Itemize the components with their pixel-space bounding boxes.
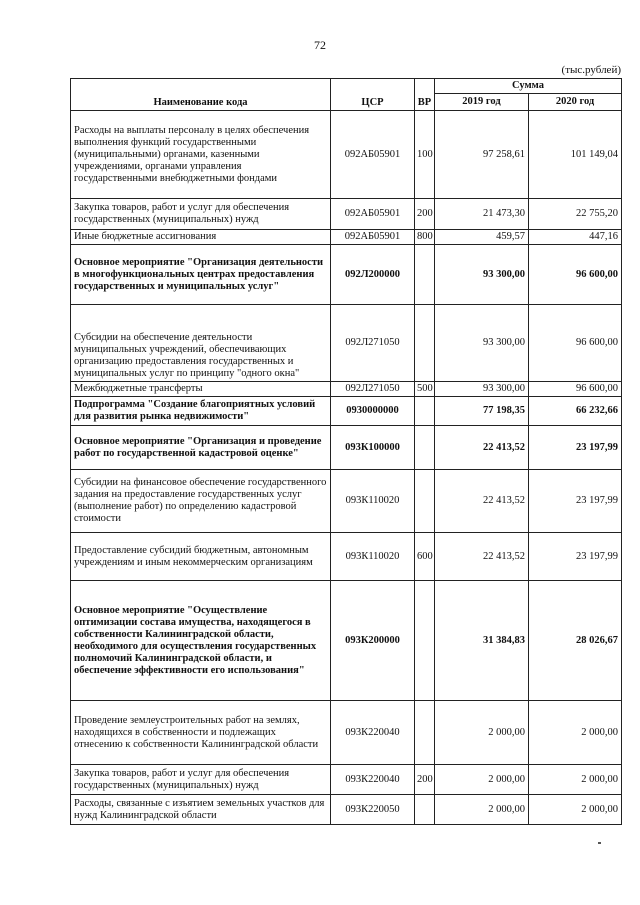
row-name: Закупка товаров, работ и услуг для обеспечения государственных (муниципальных) нужд	[71, 199, 331, 230]
row-vr	[415, 470, 435, 533]
row-csr: 092Л271050	[331, 305, 415, 382]
row-vr	[415, 245, 435, 305]
row-2019: 93 300,00	[435, 305, 529, 382]
row-csr: 0930000000	[331, 397, 415, 426]
table-row	[71, 470, 622, 533]
row-name: Расходы на выплаты персоналу в целях обеспечения выполнения функций государственными (муниципальными) органами, казенными учреждениями, органами управления государственными внебюджетными фондами	[71, 111, 331, 199]
row-vr: 500	[415, 382, 435, 397]
row-name: Основное мероприятие "Организация и проведение работ по государственной кадастровой оценке"	[71, 426, 331, 470]
header-sum: Сумма	[435, 79, 622, 94]
row-2020: 2 000,00	[529, 795, 622, 825]
row-2020: 66 232,66	[529, 397, 622, 426]
row-2020: 28 026,67	[529, 581, 622, 701]
table-row	[71, 765, 622, 795]
row-csr: 092АБ05901	[331, 111, 415, 199]
row-vr: 100	[415, 111, 435, 199]
table-row	[71, 533, 622, 581]
row-2019: 77 198,35	[435, 397, 529, 426]
row-vr	[415, 305, 435, 382]
header-csr: ЦСР	[331, 79, 415, 111]
row-vr: 800	[415, 230, 435, 245]
header-year-2019: 2019 год	[435, 94, 529, 111]
row-2019: 2 000,00	[435, 795, 529, 825]
row-vr: 200	[415, 199, 435, 230]
table-row	[71, 245, 622, 305]
page-number: 72	[314, 38, 326, 52]
row-vr	[415, 426, 435, 470]
row-2020: 2 000,00	[529, 701, 622, 765]
row-2020: 23 197,99	[529, 426, 622, 470]
units-label: (тыс.рублей)	[561, 64, 621, 76]
table-row	[71, 397, 622, 426]
header-vr: ВР	[415, 79, 435, 111]
row-2020: 447,16	[529, 230, 622, 245]
row-csr: 093К110020	[331, 533, 415, 581]
table-row	[71, 305, 622, 382]
table-row	[71, 581, 622, 701]
row-2020: 96 600,00	[529, 305, 622, 382]
row-2019: 21 473,30	[435, 199, 529, 230]
table-row	[71, 111, 622, 199]
row-2020: 96 600,00	[529, 245, 622, 305]
row-csr: 093К220050	[331, 795, 415, 825]
row-2020: 23 197,99	[529, 470, 622, 533]
row-name: Субсидии на обеспечение деятельности муниципальных учреждений, обеспечивающих организацию предоставления государственных и муниципальных услуг по принципу "одного окна"	[71, 305, 331, 382]
table-row	[71, 701, 622, 765]
table-row	[71, 199, 622, 230]
row-name: Субсидии на финансовое обеспечение государственного задания на предоставление государственных услуг (выполнение работ) по определению кадастровой стоимости	[71, 470, 331, 533]
row-2019: 22 413,52	[435, 533, 529, 581]
row-2020: 2 000,00	[529, 765, 622, 795]
row-2019: 22 413,52	[435, 426, 529, 470]
row-csr: 092Л200000	[331, 245, 415, 305]
row-name: Проведение землеустроительных работ на землях, находящихся в собственности и подлежащих отнесению к собственности Калининградской области	[71, 701, 331, 765]
header-name: Наименование кода	[71, 79, 331, 111]
row-vr	[415, 397, 435, 426]
row-2019: 22 413,52	[435, 470, 529, 533]
scan-speck	[598, 842, 601, 844]
row-csr: 093К110020	[331, 470, 415, 533]
row-2019: 93 300,00	[435, 245, 529, 305]
row-2020: 23 197,99	[529, 533, 622, 581]
row-name: Закупка товаров, работ и услуг для обеспечения государственных (муниципальных) нужд	[71, 765, 331, 795]
row-vr	[415, 581, 435, 701]
row-2019: 93 300,00	[435, 382, 529, 397]
row-csr: 093К100000	[331, 426, 415, 470]
budget-table	[70, 78, 622, 825]
row-2020: 96 600,00	[529, 382, 622, 397]
row-2019: 97 258,61	[435, 111, 529, 199]
table-row	[71, 230, 622, 245]
row-vr: 600	[415, 533, 435, 581]
row-name: Иные бюджетные ассигнования	[71, 230, 331, 245]
row-csr: 093К200000	[331, 581, 415, 701]
row-name: Межбюджетные трансферты	[71, 382, 331, 397]
header-year-2020: 2020 год	[529, 94, 622, 111]
row-2020: 101 149,04	[529, 111, 622, 199]
row-name: Основное мероприятие "Осуществление оптимизации состава имущества, находящегося в собственности Калининградской области, необходимого для осуществления государственных полномочий Калининградской области, и обеспечение эффективности его использования"	[71, 581, 331, 701]
row-name: Основное мероприятие "Организация деятельности в многофункциональных центрах предоставления государственных и муниципальных услуг"	[71, 245, 331, 305]
row-csr: 093К220040	[331, 765, 415, 795]
row-csr: 092АБ05901	[331, 230, 415, 245]
row-name: Расходы, связанные с изъятием земельных участков для нужд Калининградской области	[71, 795, 331, 825]
row-2019: 2 000,00	[435, 701, 529, 765]
row-2019: 2 000,00	[435, 765, 529, 795]
table-row	[71, 382, 622, 397]
row-csr: 092Л271050	[331, 382, 415, 397]
row-2019: 459,57	[435, 230, 529, 245]
row-vr	[415, 701, 435, 765]
row-vr: 200	[415, 765, 435, 795]
row-csr: 093К220040	[331, 701, 415, 765]
row-name: Подпрограмма "Создание благоприятных условий для развития рынка недвижимости"	[71, 397, 331, 426]
table-row	[71, 795, 622, 825]
row-vr	[415, 795, 435, 825]
row-name: Предоставление субсидий бюджетным, автономным учреждениям и иным некоммерческим организациям	[71, 533, 331, 581]
table-row	[71, 426, 622, 470]
row-2019: 31 384,83	[435, 581, 529, 701]
row-csr: 092АБ05901	[331, 199, 415, 230]
row-2020: 22 755,20	[529, 199, 622, 230]
